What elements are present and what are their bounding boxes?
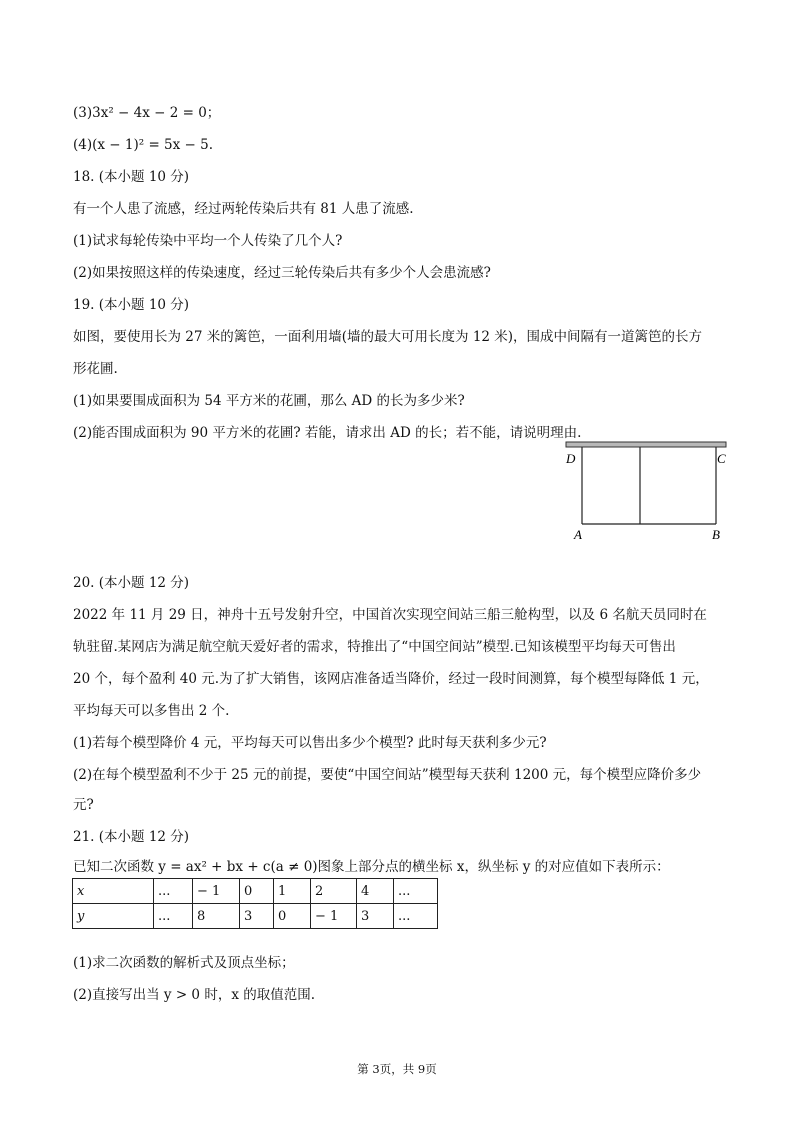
q21-body: 已知二次函数 y = ax² + bx + c(a ≠ 0)图象上部分点的横坐标 x，纵坐标 y 的对应值如下表所示： bbox=[73, 859, 670, 875]
line-p4: (4)(x − 1)² = 5x − 5. bbox=[73, 137, 214, 153]
q21-part2: (2)直接写出当 y > 0 时，x 的取值范围. bbox=[73, 987, 316, 1003]
q21-part1: (1)求二次函数的解析式及顶点坐标； bbox=[73, 955, 295, 971]
label-d: D bbox=[566, 451, 576, 466]
label-c: C bbox=[717, 451, 726, 466]
table-cell: 3 bbox=[240, 904, 274, 929]
q19-body-2: 形花圃. bbox=[73, 361, 118, 377]
label-b: B bbox=[712, 527, 720, 542]
table-row bbox=[73, 879, 438, 904]
q18-part2: (2)如果按照这样的传染速度，经过三轮传染后共有多少个人会患流感? bbox=[73, 265, 491, 281]
table-cell: 0 bbox=[274, 904, 311, 929]
line-p3: (3)3x² − 4x − 2 = 0； bbox=[73, 105, 221, 121]
q19-part1: (1)如果要围成面积为 54 平方米的花圃，那么 AD 的长为多少米? bbox=[73, 393, 465, 409]
q20-body-1: 2022 年 11 月 29 日，神舟十五号发射升空，中国首次实现空间站三船三舱构型，以及 6 名航天员同时在 bbox=[73, 607, 707, 623]
table-cell: ... bbox=[154, 879, 193, 904]
q18-heading: 18. (本小题 10 分) bbox=[73, 169, 190, 185]
table-cell: 2 bbox=[311, 879, 357, 904]
table-cell: 0 bbox=[240, 879, 274, 904]
page-footer: 第 3页，共 9页 bbox=[357, 1062, 437, 1076]
q19-heading: 19. (本小题 10 分) bbox=[73, 297, 190, 313]
wall bbox=[566, 442, 726, 447]
q20-body-2: 轨驻留.某网店为满足航空航天爱好者的需求，特推出了“中国空间站”模型.已知该模型平均每天可售出 bbox=[73, 639, 676, 655]
q20-part1: (1)若每个模型降价 4 元，平均每天可以售出多少个模型? 此时每天获利多少元? bbox=[73, 735, 547, 751]
q18-body: 有一个人患了流感，经过两轮传染后共有 81 人患了流感. bbox=[73, 201, 414, 217]
table-cell: y bbox=[73, 904, 154, 929]
table-cell: − 1 bbox=[193, 879, 240, 904]
table-cell: − 1 bbox=[311, 904, 357, 929]
q20-part2b: 元? bbox=[73, 797, 94, 813]
q21-heading: 21. (本小题 12 分) bbox=[73, 829, 190, 845]
table-row bbox=[73, 904, 438, 929]
q20-heading: 20. (本小题 12 分) bbox=[73, 575, 190, 591]
table-cell: ... bbox=[394, 904, 438, 929]
table-cell: ... bbox=[154, 904, 193, 929]
value-table bbox=[72, 878, 438, 929]
q19-body-1: 如图，要使用长为 27 米的篱笆，一面利用墙(墙的最大可用长度为 12 米)，围成中间隔有一道篱笆的长方 bbox=[73, 329, 703, 345]
table-cell: ... bbox=[394, 879, 438, 904]
q18-part1: (1)试求每轮传染中平均一个人传染了几个人? bbox=[73, 233, 343, 249]
q20-part2a: (2)在每个模型盈利不少于 25 元的前提，要使“中国空间站”模型每天获利 1200 元，每个模型应降价多少 bbox=[73, 767, 702, 783]
table-cell: 1 bbox=[274, 879, 311, 904]
table-cell: 3 bbox=[357, 904, 394, 929]
label-a: A bbox=[574, 527, 582, 542]
table-cell: x bbox=[73, 879, 154, 904]
q20-body-3: 20 个，每个盈利 40 元.为了扩大销售，该网店准备适当降价，经过一段时间测算，每个模型每降低 1 元， bbox=[73, 671, 709, 687]
garden-figure bbox=[560, 436, 730, 546]
q20-body-4: 平均每天可以多售出 2 个. bbox=[73, 703, 230, 719]
q19-part2: (2)能否围成面积为 90 平方米的花圃? 若能，请求出 AD 的长；若不能，请说明理由. bbox=[73, 425, 582, 441]
table-cell: 8 bbox=[193, 904, 240, 929]
table-cell: 4 bbox=[357, 879, 394, 904]
